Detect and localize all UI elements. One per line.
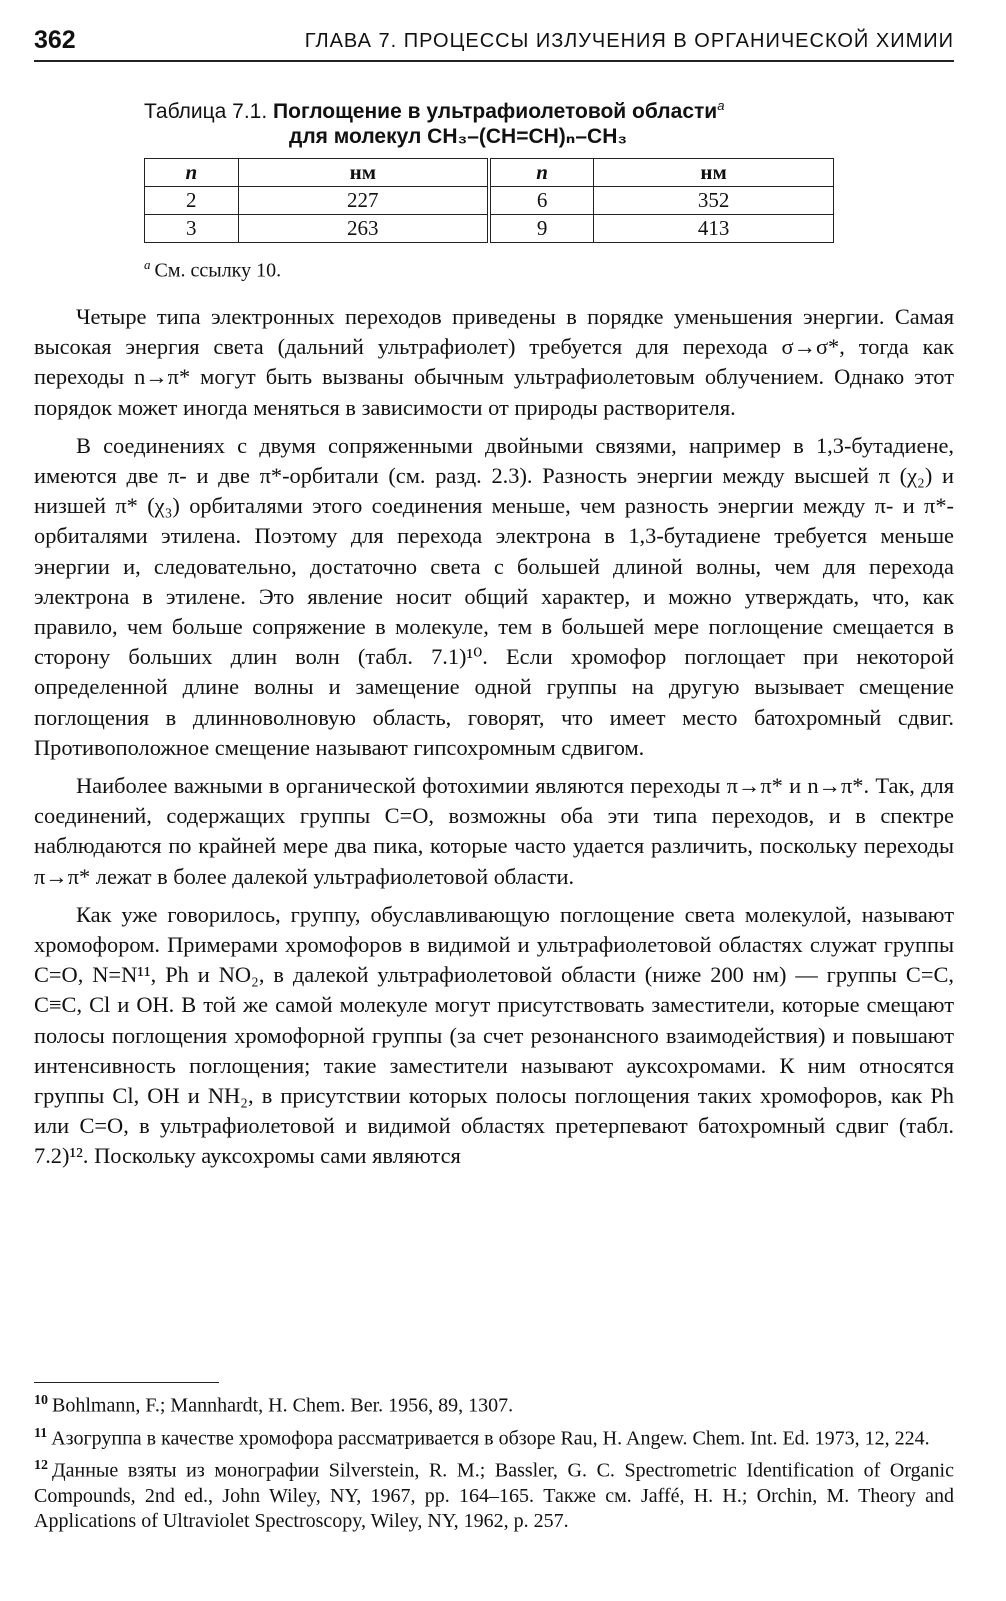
table-cell: 413 — [594, 215, 834, 243]
table-row — [145, 187, 834, 215]
body-text — [34, 302, 954, 1180]
page-number: 362 — [34, 26, 76, 54]
footnote-text: Данные взяты из монографии Silverstein, R. M.; Bassler, G. C. Spectrometric Identification of Organic Compounds, 2nd ed., John Wiley, NY, 1967, pp. 164–165. Также см. Jaffé, H. H.; Orchin, M. Theory and Applications of Ultraviolet Spectroscopy, Wiley, NY, 1962, p. 257. — [34, 1459, 954, 1532]
header-nm-1: нм — [238, 159, 489, 187]
table-cell: 3 — [145, 215, 239, 243]
table-label: Таблица 7.1. — [144, 100, 268, 123]
paragraph: Как уже говорилось, группу, обуславливающую поглощение света молекулой, называют хромофором. Примерами хромофоров в видимой и ультрафиолетовой областях служат группы C=O, N=N¹¹, Ph и NO₂, в далекой ультрафиолетовой области (ниже 200 нм) — группы C=C, C≡C, Cl и OH. В той же самой молекуле могут присутствовать заместители, которые смещают полосы поглощения хромофорной группы (за счет резонансного взаимодействия) и повышают интенсивность поглощения; такие заместители называют ауксохромами. К ним относятся группы Cl, OH и NH₂, в присутствии которых полосы поглощения таких хромофоров, как Ph или C=O, в ультрафиолетовой и видимой областях претерпевают батохромный сдвиг (табл. 7.2)¹². Поскольку ауксохромы сами являются — [34, 901, 954, 1169]
table-row — [145, 215, 834, 243]
table-cell: 352 — [594, 187, 834, 215]
footnotes — [34, 1388, 954, 1536]
header-n-2: n — [489, 159, 594, 187]
uv-absorption-table — [144, 158, 834, 243]
table-title-line1: Поглощение в ультрафиолетовой области — [273, 100, 718, 123]
running-header — [34, 22, 954, 62]
table-cell: 227 — [238, 187, 489, 215]
table-footnote — [144, 257, 281, 283]
table-caption — [144, 93, 844, 149]
header-nm-2: нм — [594, 159, 834, 187]
footnote-item — [34, 1421, 954, 1452]
table-footnote-text: См. ссылку 10. — [154, 259, 282, 282]
table-header-row — [145, 159, 834, 187]
chapter-title: ГЛАВА 7. ПРОЦЕССЫ ИЗЛУЧЕНИЯ В ОРГАНИЧЕСКОЙ ХИМИИ — [304, 30, 954, 52]
header-rule — [34, 60, 954, 62]
table-cell: 6 — [489, 187, 594, 215]
footnote-text: Азогруппа в качестве хромофора рассматривается в обзоре Rau, H. Angew. Chem. Int. Ed. 1973, 12, 224. — [51, 1427, 930, 1450]
paragraph: Наиболее важными в органической фотохимии являются переходы π→π* и n→π*. Так, для соединений, содержащих группы C=O, возможны оба эти типа переходов, и в спектре наблюдаются по крайней мере два пика, которые часто удается различить, поскольку переходы π→π* лежат в более далекой ультрафиолетовой области. — [34, 773, 954, 889]
footnote-text: Bohlmann, F.; Mannhardt, H. Chem. Ber. 1956, 89, 1307. — [52, 1394, 514, 1417]
paragraph: В соединениях с двумя сопряженными двойными связями, например в 1,3-бутадиене, имеются две π- и две π*-орбитали (см. разд. 2.3). Разность энергии между высшей π (χ₂) и низшей π* (χ₃) орбиталями этого соединения меньше, чем разность энергии между π- и π*-орбиталями этилена. Поэтому для перехода электрона в 1,3-бутадиене требуется меньше энергии и, следовательно, достаточно света с большей длиной волны, чем для перехода электрона в этилене. Это явление носит общий характер, и можно утверждать, что, как правило, чем больше сопряжение в молекуле, тем в большей мере поглощение смещается в сторону больших длин волн (табл. 7.1)¹⁰. Если хромофор поглощает при некоторой определенной длине волны и замещение одной группы на другую вызывает смещение поглощения в длинноволновую область, говорят, что имеет место батохромный сдвиг. Противоположное смещение называют гипсохромным сдвигом. — [34, 432, 954, 760]
footnote-number: 10 — [34, 1393, 48, 1408]
footnote-item — [34, 1388, 954, 1419]
paragraph: Четыре типа электронных переходов приведены в порядке уменьшения энергии. Самая высокая энергия света (дальний ультрафиолет) требуется для перехода σ→σ*, тогда как переходы n→π* могут быть вызваны обычным ультрафиолетовым облучением. Однако этот порядок может иногда меняться в зависимости от природы растворителя. — [34, 304, 954, 420]
footnote-number: 11 — [34, 1425, 48, 1441]
table-title-sup: a — [717, 98, 725, 113]
footnote-item — [34, 1453, 954, 1534]
header-n-1: n — [145, 159, 239, 187]
table-footnote-mark: a — [144, 257, 151, 272]
footnote-number: 12 — [34, 1458, 48, 1474]
table-cell: 263 — [238, 215, 489, 243]
table-cell: 2 — [145, 187, 239, 215]
table-cell: 9 — [489, 215, 594, 243]
footnote-separator — [34, 1382, 219, 1383]
table-title-line2: для молекул CH₃–(CH=CH)ₙ–CH₃ — [289, 125, 628, 148]
